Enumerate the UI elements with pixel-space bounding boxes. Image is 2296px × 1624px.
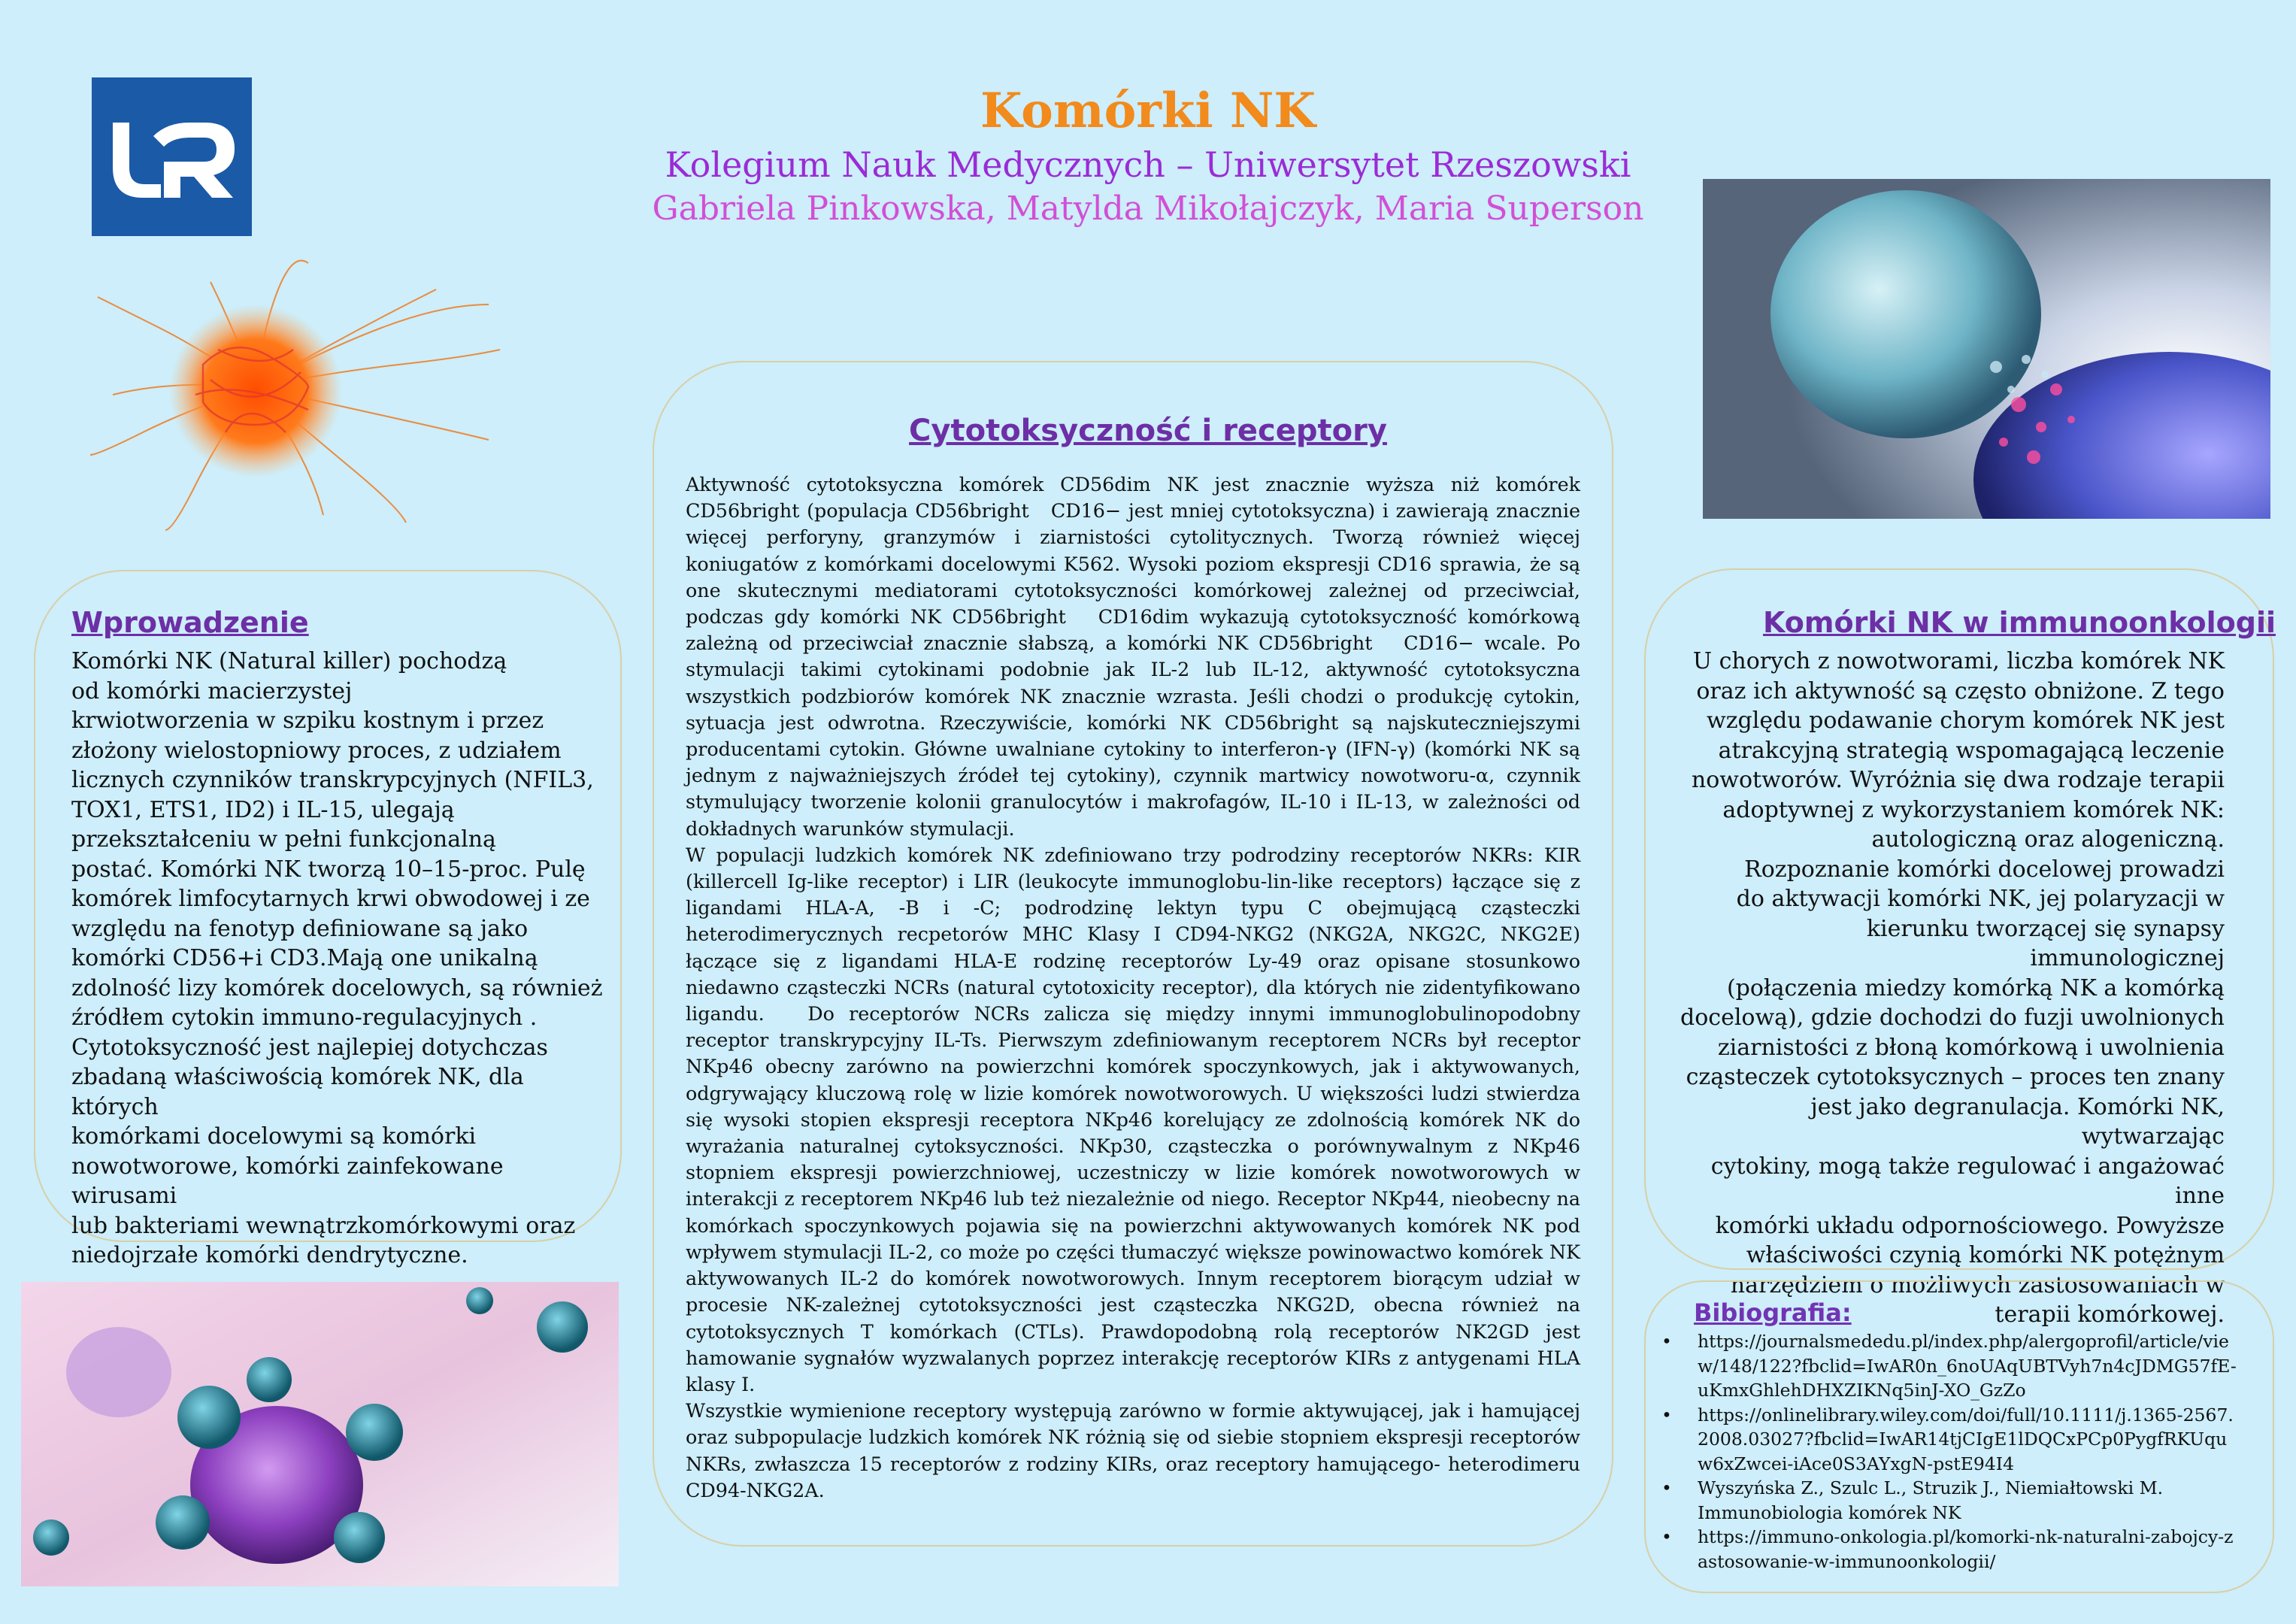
bibliography-item: • https://onlinelibrary.wiley.com/doi/full/10.1111/j.1365-2567.2008.03027?fbclid=IwAR14tjCIgE1lDQCxPCp0PygfRKUquw6xZwcei-iAce0S3AYxgN-pstE94I4 [1661,1404,2234,1474]
bibliography-heading: Bibiografia: [1694,1298,1852,1327]
bibliography-item: • https://journalsmededu.pl/index.php/alergoprofil/article/view/148/122?fbclid=IwAR0n_6noUAqUBTVyh7n4cJDMG57fE-uKmxGhlehDHXZIKNq5inJ-XO_GzZo [1661,1331,2237,1401]
cytotoxicity-heading: Cytotoksyczność i receptory [909,414,1387,448]
poster-institution: Kolegium Nauk Medycznych – Uniwersytet Rzeszowski [665,144,1631,185]
bibliography-item: • https://immuno-onkologia.pl/komorki-nk-naturalni-zabojcy-zastosowanie-w-immunoonkologii/ [1661,1526,2234,1572]
bullet-icon: • [1661,1477,1672,1498]
intro-heading: Wprowadzenie [71,606,309,639]
poster-authors: Gabriela Pinkowska, Matylda Mikołajczyk, Maria Superson [652,189,1644,228]
bibliography-list [1661,1329,2240,1574]
cells-photo [21,1282,619,1586]
bibliography-item: • Wyszyńska Z., Szulc L., Struzik J., Niemiałtowski M. Immunobiologia komórek NK [1661,1477,2164,1523]
immuno-text: U chorych z nowotworami, liczba komórek NK oraz ich aktywność są często obniżone. Z tego względu podawanie chorym komórek NK jest atrakcyjną strategią wspomagającą leczenie nowotworów. Wyróżnia się dwa rodzaje terapii adoptywnej z wykorzystaniem komórek NK: autologiczną oraz alogeniczną. Rozpoznanie komórki docelowej prowadzi do aktywacji komórki NK, jej polaryzacji w kierunku tworzącej się synapsy immunologicznej (połączenia miedzy komórką NK a komórką docelową), gdzie dochodzi do fuzji uwolnionych ziarnistości z błoną komórkową i uwolnienia cząsteczek cytotoksycznych – proces ten znany jest jako degranulacja. Komórki NK, wytwarzając cytokiny, mogą także regulować i angażować inne komórki układu odpornościowego. Powyższe właściwości czynią komórki NK potężnym narzędziem o możliwych zastosowaniach w terapii komórkowej. [1680,648,2225,1328]
bullet-icon: • [1661,1526,1672,1547]
nk-cell-illustration [83,259,504,538]
bullet-icon: • [1661,1404,1672,1426]
nk-attack-photo [1703,179,2270,519]
immuno-heading: Komórki NK w immunoonkologii [1763,606,2276,639]
intro-text: Komórki NK (Natural killer) pochodzą od komórki macierzystej krwiotworzenia w szpiku kostnym i przez złożony wielostopniowy proces, z udziałem licznych czynników transkrypcyjnych (NFIL3, TOX1, ETS1, ID2) i IL-15, ulegają przekształceniu w pełni funkcjonalną postać. Komórki NK tworzą 10–15-proc. Pulę komórek limfocytarnych krwi obwodowej i ze względu na fenotyp definiowane są jako komórki CD56+i CD3.Mają one unikalną zdolność lizy komórek docelowych, są również źródłem cytokin immuno-regulacyjnych . Cytotoksyczność jest najlepiej dotychczas zbadaną właściwością komórek NK, dla których komórkami docelowymi są komórki nowotworowe, komórki zainfekowane wirusami lub bakteriami wewnątrzkomórkowymi oraz niedojrzałe komórki dendrytyczne. [71,648,603,1268]
poster-title: Komórki NK [980,83,1316,139]
cytotoxicity-text: Aktywność cytotoksyczna komórek CD56dim NK jest znacznie wyższa niż komórek CD56bright (populacja CD56bright CD16− jest mniej cytotoksyczna) i zawierają znacznie więcej perforyny, granzymów i ziarnistości cytolitycznych. Tworzą również więcej koniugatów z komórkami docelowymi K562. Wysoki poziom ekspresji CD16 sprawia, że są one skutecznymi mediatorami cytotoksyczności komórkowej zależnej od przeciwciał, podczas gdy komórki NK CD56bright CD16dim wykazują cytotoksyczność komórkową zależną od przeciwciał znacznie słabszą, a komórki NK CD56bright CD16− wcale. Po stymulacji takimi cytokinami podobnie jak IL-2 lub IL-12, aktywność cytotoksyczna wszystkich podzbiorów komórek NK znacznie wzrasta. Jeśli chodzi o produkcję cytokin, sytuacja jest odwrotna. Rzeczywiście, komórki NK CD56bright są najskuteczniejszymi producentami cytokin. Główne uwalniane cytokiny to interferon-γ (IFN-γ) (komórki NK są jednym z najważniejszych źródeł tej cytokiny), czynnik martwicy nowotworu-α, czynnik stymulujący tworzenie kolonii granulocytów i makrofagów, IL-10 i IL-13, w zależności od dokładnych warunków stymulacji. W populacji ludzkich komórek NK zdefiniowano trzy podrodziny receptorów NKRs: KIR (killercell Ig-like receptor) i LIR (leukocyte immunoglobu-lin-like receptors) łączące się z ligandami HLA-A, -B i -C; podrodzinę lektyn typu C obejmującą cząsteczki heterodimerycznych recpetorów MHC Klasy I CD94-NKG2 (NKG2A, NKG2C, NKG2E) łączące się z ligandami HLA-E rodzinę receptorów Ly-49 oraz opisane stosunkowo niedawno cząsteczki NCRs (natural cytotoxicity receptor), dla których nie zidentyfikowano ligandu. Do receptorów NCRs zalicza się między innymi immunoglobulinopodobny receptor transkrypcyjny IL-Ts. Pierwszym zdefiniowanym receptorem NCRs był receptor NKp46 obecny zarówno na powierzchni komórek spoczynkowych, jak i aktywowanych, odgrywający kluczową rolę w lizie komórek nowotworowych. U większości ludzi stwierdza się wysoki stopien ekspresji receptora NKp46 korelujący ze zdolnością komórek NK do wyrażania naturalnej cytoksyczności. NKp30, cząsteczka o porównywalnym z NKp46 stopniem ekspresji powierzchniowej, uczestniczy w lizie komórek nowotworowych w interakcji z receptorem NKp46 lub też niezależnie od niego. Receptor NKp44, nieobecny na komórkach spoczynkowych pojawia się na powierzchni aktywowanych komórek NK pod wpływem stymulacji IL-2, co może po części tłumaczyć większe powinowactwo komórek NK aktywowanych IL-2 do komórek nowotworowych. Innym receptorem biorącym udział w procesie NK-zależnej cytotoksyczności jest cząsteczka NKG2D, obecna również na cytotoksycznych T komórkach (CTLs). Prawdopodobną rolą receptorów NK2GD jest hamowanie sygnałów wyzwalanych poprzez interakcję receptorów KIRs z antygenami HLA klasy I. Wszystkie wymienione receptory występują zarówno w formie aktywującej, jak i hamującej oraz subpopulacje ludzkich komórek NK różnią się od siebie stopniem ekspresji receptorów NKRs, zwłaszcza 15 receptorów z rodziny KIRs, oraz receptory hamującego- heterodimeru CD94-NKG2A. [686,473,1580,1501]
bullet-icon: • [1661,1331,1672,1352]
